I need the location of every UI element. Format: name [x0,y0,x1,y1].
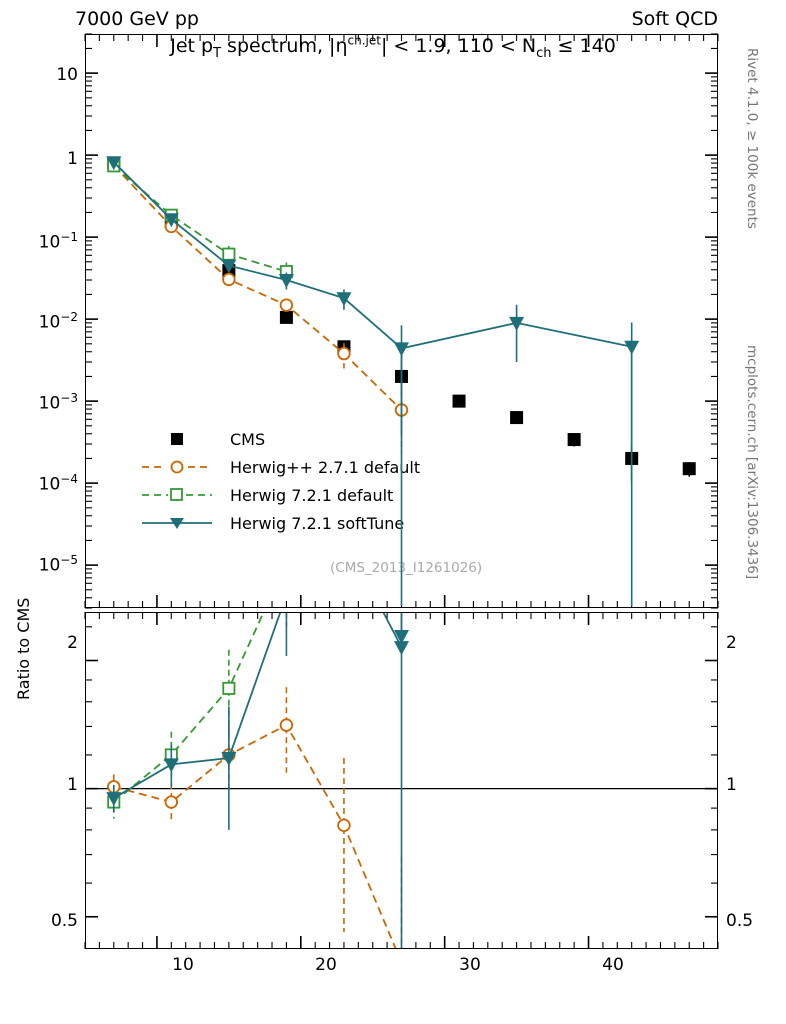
legend-label-1: Herwig++ 2.7.1 default [230,457,421,477]
ytick-1e-5: $10^{-5}$ [38,553,78,576]
legend-item-herwig721 [140,481,420,509]
legend-marker-square-open-icon [140,485,224,505]
ytick-10: 10 [56,65,78,85]
xtick-40: 40 [602,955,624,975]
legend-marker-circle-open-icon [140,457,224,477]
legend-item-herwigpp [140,453,420,481]
analysis-id-watermark: (CMS_2013_I1261026) [330,560,483,576]
mcplots-source-label: mcplots.cern.ch [arXiv:1306.3436] [744,345,760,580]
ratio-ytick-1-right: 1 [726,775,737,795]
ytick-1e-1: $10^{-1}$ [38,230,78,253]
ytick-1: 1 [67,149,78,169]
legend-item-softtune [140,509,420,537]
legend-marker-triangle-down-icon [140,513,224,533]
legend-marker-square-filled-icon [140,429,224,449]
xtick-30: 30 [459,955,481,975]
ratio-ytick-1-left: 1 [67,775,78,795]
legend-item-cms [140,425,420,453]
legend-label-0: CMS [230,429,266,449]
rivet-version-label: Rivet 4.1.0, ≥ 100k events [744,48,760,229]
page-title: Jet $p_T$ spectrum, $|\eta^{ch.jet}| < 1.9$, $110 < N_{ch} \le 140$ [170,34,616,62]
ratio-axis-label: Ratio to CMS [14,597,33,700]
xtick-10: 10 [172,955,194,975]
header-right-label: Soft QCD [631,8,718,30]
ytick-1e-4: $10^{-4}$ [38,472,78,495]
ratio-ytick-05-right: 0.5 [726,911,754,931]
legend-label-2: Herwig 7.2.1 default [230,485,394,505]
ytick-1e-3: $10^{-3}$ [38,391,78,414]
ratio-plot-frame [85,612,718,949]
ytick-1e-2: $10^{-2}$ [38,310,78,333]
legend-label-3: Herwig 7.2.1 softTune [230,513,405,533]
ratio-ytick-2-right: 2 [726,633,737,653]
ratio-ytick-05-left: 0.5 [50,911,78,931]
ratio-ytick-2-left: 2 [67,633,78,653]
header-left-label: 7000 GeV pp [75,8,199,30]
legend [140,425,420,537]
xtick-20: 20 [315,955,337,975]
